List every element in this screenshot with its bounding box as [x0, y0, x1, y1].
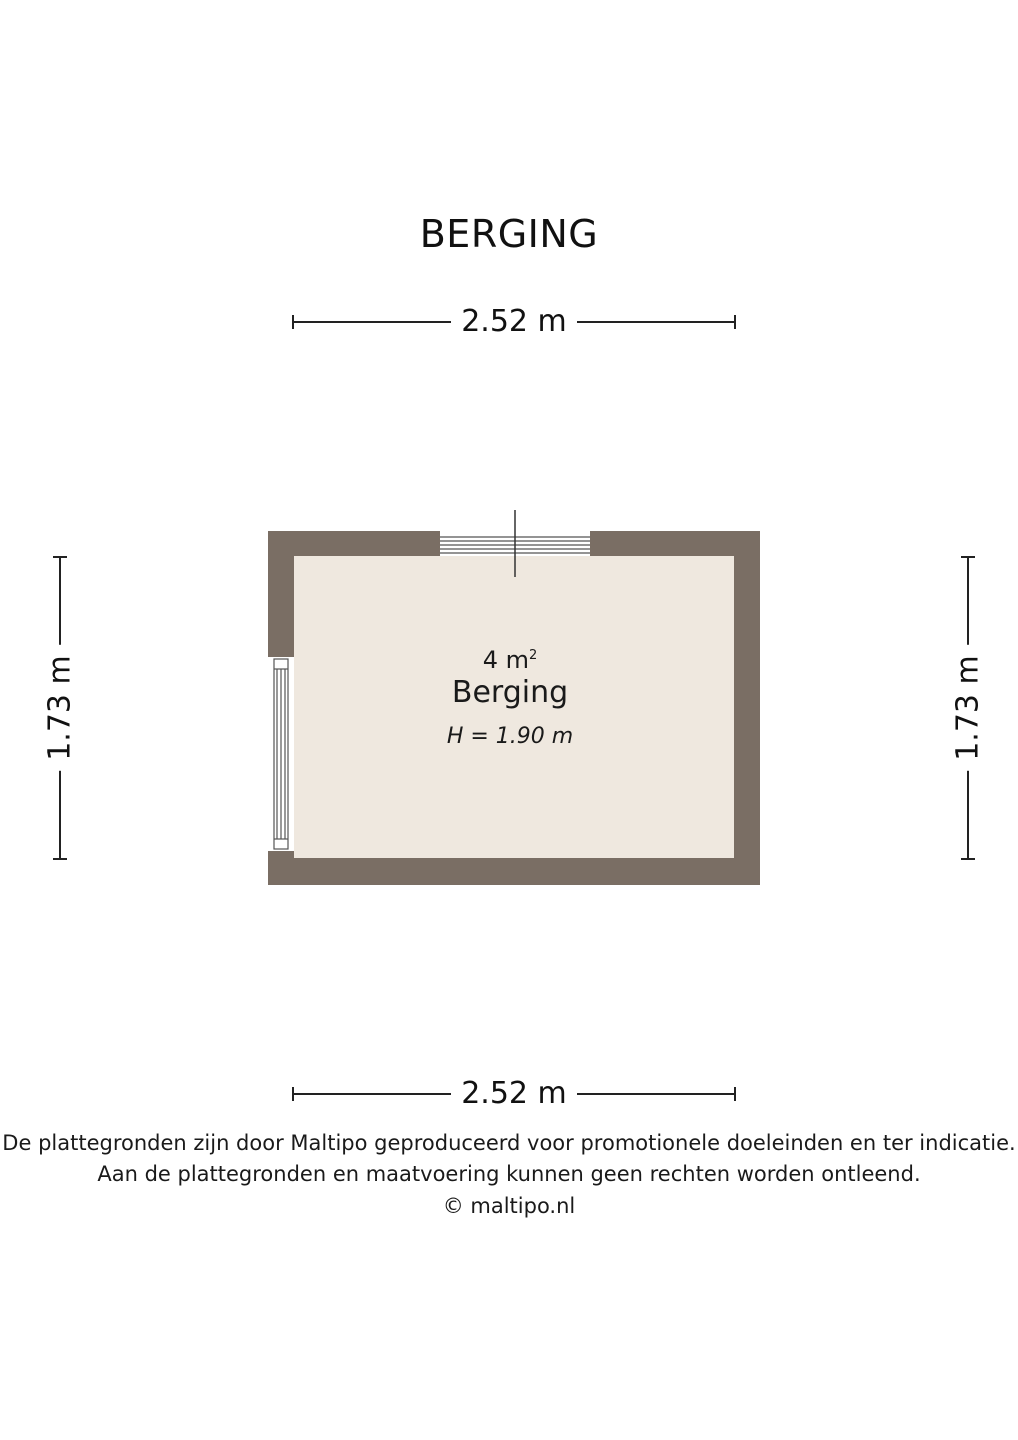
- dimension-bottom: [292, 1074, 736, 1114]
- page-title: BERGING: [419, 212, 599, 256]
- dimension-right-label: 1.73 m: [951, 645, 986, 771]
- dimension-left: [40, 556, 80, 860]
- dimension-left-label: 1.73 m: [43, 645, 78, 771]
- dimension-top: [292, 302, 736, 342]
- room-name: Berging: [451, 675, 569, 710]
- dimension-right: [948, 556, 988, 860]
- disclaimer-line-2: Aan de plattegronden en maatvoering kunnen geen rechten worden ontleend.: [97, 1162, 921, 1186]
- room-height: H = 1.90 m: [446, 724, 574, 749]
- copyright-line: © maltipo.nl: [442, 1194, 576, 1218]
- room-area: 4 $m^2$: [482, 646, 538, 674]
- disclaimer-line-1: De plattegronden zijn door Maltipo geproduceerd voor promotionele doeleinden en ter indicatie.: [2, 1131, 1016, 1155]
- dimension-bottom-label: 2.52 m: [451, 1076, 577, 1111]
- dimension-top-label: 2.52 m: [451, 304, 577, 339]
